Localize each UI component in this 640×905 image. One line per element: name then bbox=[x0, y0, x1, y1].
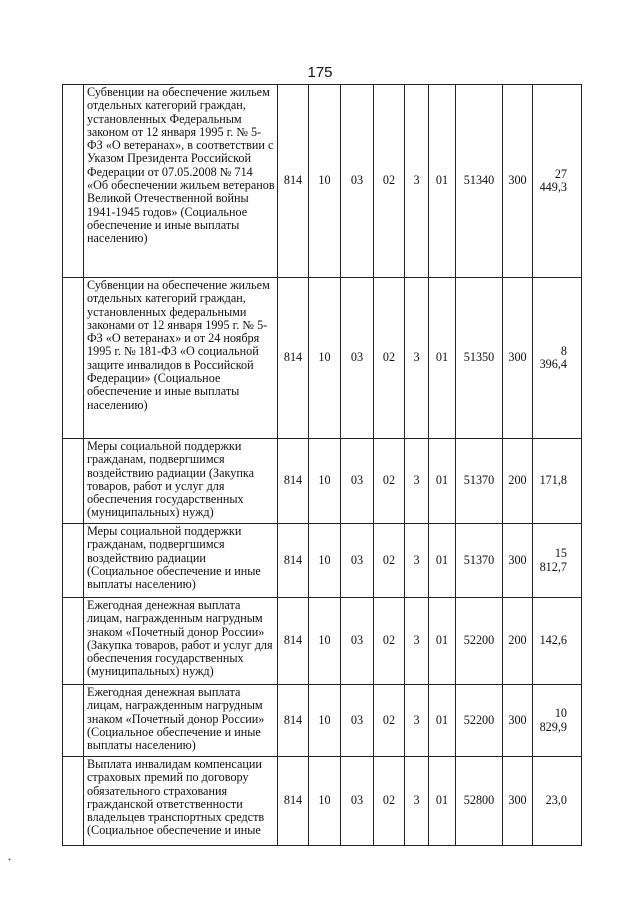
description-cell: Ежегодная денежная выплата лицам, награжденным нагрудным знаком «Почетный донор России» (Закупка товаров, работ и услуг для обеспечения государственных (муниципальных) нужд) bbox=[84, 598, 278, 685]
description-cell: Меры социальной поддержки гражданам, подвергшимся воздействию радиации (Закупка товаров, работ и услуг для обеспечения государственных (муниципальных) нужд) bbox=[84, 439, 278, 524]
ministry-code-cell: 814 bbox=[278, 439, 309, 524]
subprogram-code-cell: 3 bbox=[405, 524, 429, 598]
expense-type-cell: 200 bbox=[503, 439, 533, 524]
program-code-cell: 02 bbox=[374, 757, 405, 846]
direction-code-cell: 52200 bbox=[456, 685, 503, 757]
description-cell: Меры социальной поддержки гражданам, подвергшимся воздействию радиации (Социальное обеспечение и иные выплаты населению) bbox=[84, 524, 278, 598]
subsection-code-cell: 03 bbox=[341, 685, 374, 757]
program-code-cell: 02 bbox=[374, 598, 405, 685]
ministry-code-cell: 814 bbox=[278, 524, 309, 598]
program-code-cell: 02 bbox=[374, 278, 405, 439]
section-code-cell: 10 bbox=[309, 524, 341, 598]
row-gutter-cell bbox=[63, 439, 84, 524]
table-row bbox=[63, 278, 582, 439]
expense-type-cell: 200 bbox=[503, 598, 533, 685]
activity-code-cell: 01 bbox=[429, 598, 456, 685]
amount-cell: 142,6 bbox=[533, 598, 582, 685]
subsection-code-cell: 03 bbox=[341, 524, 374, 598]
direction-code-cell: 51340 bbox=[456, 85, 503, 278]
page-number: 175 bbox=[307, 64, 333, 81]
subprogram-code-cell: 3 bbox=[405, 598, 429, 685]
ministry-code-cell: 814 bbox=[278, 278, 309, 439]
expense-type-cell: 300 bbox=[503, 685, 533, 757]
direction-code-cell: 51350 bbox=[456, 278, 503, 439]
ministry-code-cell: 814 bbox=[278, 757, 309, 846]
activity-code-cell: 01 bbox=[429, 757, 456, 846]
row-gutter-cell bbox=[63, 85, 84, 278]
expense-type-cell: 300 bbox=[503, 757, 533, 846]
activity-code-cell: 01 bbox=[429, 685, 456, 757]
subprogram-code-cell: 3 bbox=[405, 85, 429, 278]
table-row bbox=[63, 524, 582, 598]
row-gutter-cell bbox=[63, 757, 84, 846]
section-code-cell: 10 bbox=[309, 439, 341, 524]
budget-table bbox=[62, 84, 582, 846]
direction-code-cell: 52800 bbox=[456, 757, 503, 846]
ministry-code-cell: 814 bbox=[278, 685, 309, 757]
expense-type-cell: 300 bbox=[503, 524, 533, 598]
activity-code-cell: 01 bbox=[429, 85, 456, 278]
table-row bbox=[63, 598, 582, 685]
amount-cell: 171,8 bbox=[533, 439, 582, 524]
section-code-cell: 10 bbox=[309, 85, 341, 278]
subsection-code-cell: 03 bbox=[341, 598, 374, 685]
amount-cell: 15 812,7 bbox=[533, 524, 582, 598]
subprogram-code-cell: 3 bbox=[405, 278, 429, 439]
table-row bbox=[63, 757, 582, 846]
amount-cell: 8 396,4 bbox=[533, 278, 582, 439]
row-gutter-cell bbox=[63, 278, 84, 439]
subsection-code-cell: 03 bbox=[341, 439, 374, 524]
subsection-code-cell: 03 bbox=[341, 85, 374, 278]
amount-cell: 10 829,9 bbox=[533, 685, 582, 757]
activity-code-cell: 01 bbox=[429, 439, 456, 524]
subprogram-code-cell: 3 bbox=[405, 439, 429, 524]
program-code-cell: 02 bbox=[374, 439, 405, 524]
section-code-cell: 10 bbox=[309, 278, 341, 439]
activity-code-cell: 01 bbox=[429, 524, 456, 598]
program-code-cell: 02 bbox=[374, 685, 405, 757]
subsection-code-cell: 03 bbox=[341, 278, 374, 439]
subprogram-code-cell: 3 bbox=[405, 757, 429, 846]
row-gutter-cell bbox=[63, 598, 84, 685]
description-cell: Выплата инвалидам компенсации страховых премий по договору обязательного страхования гражданской ответственности владельцев транспортных средств (Социальное обеспечение и иные bbox=[84, 757, 278, 846]
row-gutter-cell bbox=[63, 685, 84, 757]
description-cell: Субвенции на обеспечение жильем отдельных категорий граждан, установленных Федеральным законом от 12 января 1995 г. № 5-ФЗ «О ветеранах», в соответствии с Указом Президента Российской Федерации от 07.05.2008 № 714 «Об обеспечении жильем ветеранов Великой Отечественной войны 1941-1945 годов» (Социальное обеспечение и иные выплаты населению) bbox=[84, 85, 278, 278]
scan-speck-mark bbox=[8, 858, 11, 861]
direction-code-cell: 51370 bbox=[456, 439, 503, 524]
amount-cell: 23,0 bbox=[533, 757, 582, 846]
description-cell: Субвенции на обеспечение жильем отдельных категорий граждан, установленных федеральными законами от 12 января 1995 г. № 5-ФЗ «О ветеранах» и от 24 ноября 1995 г. № 181-ФЗ «О социальной защите инвалидов в Российской Федерации» (Социальное обеспечение и иные выплаты населению) bbox=[84, 278, 278, 439]
description-cell: Ежегодная денежная выплата лицам, награжденным нагрудным знаком «Почетный донор России» (Социальное обеспечение и иные выплаты населению) bbox=[84, 685, 278, 757]
expense-type-cell: 300 bbox=[503, 278, 533, 439]
table-row bbox=[63, 685, 582, 757]
row-gutter-cell bbox=[63, 524, 84, 598]
ministry-code-cell: 814 bbox=[278, 85, 309, 278]
table-row bbox=[63, 85, 582, 278]
expense-type-cell: 300 bbox=[503, 85, 533, 278]
direction-code-cell: 52200 bbox=[456, 598, 503, 685]
table-row bbox=[63, 439, 582, 524]
direction-code-cell: 51370 bbox=[456, 524, 503, 598]
amount-cell: 27 449,3 bbox=[533, 85, 582, 278]
program-code-cell: 02 bbox=[374, 524, 405, 598]
subprogram-code-cell: 3 bbox=[405, 685, 429, 757]
program-code-cell: 02 bbox=[374, 85, 405, 278]
section-code-cell: 10 bbox=[309, 598, 341, 685]
subsection-code-cell: 03 bbox=[341, 757, 374, 846]
ministry-code-cell: 814 bbox=[278, 598, 309, 685]
section-code-cell: 10 bbox=[309, 757, 341, 846]
activity-code-cell: 01 bbox=[429, 278, 456, 439]
section-code-cell: 10 bbox=[309, 685, 341, 757]
